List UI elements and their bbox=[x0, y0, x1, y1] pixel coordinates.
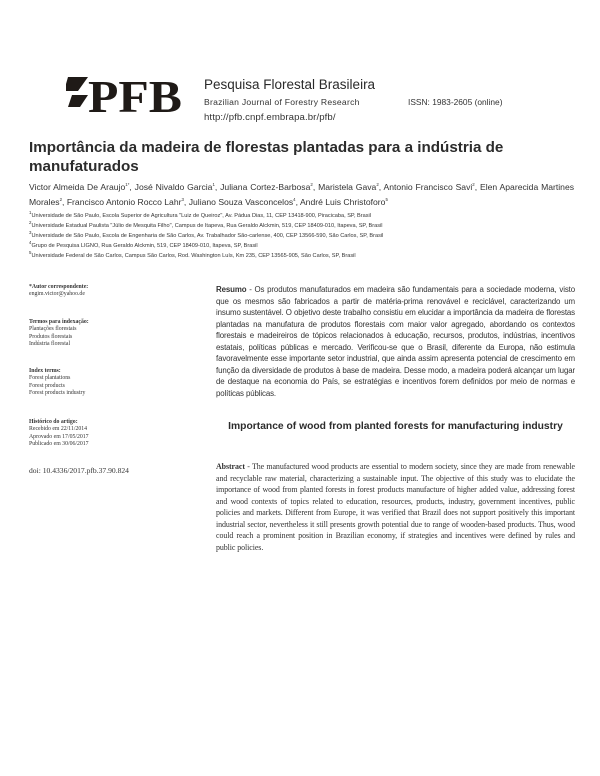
keywords-pt bbox=[29, 319, 199, 349]
affiliation-text: Universidade Federal de São Carlos, Campus São Carlos, Rod. Washington Luís, Km 235, CEP 13565-905, São Carlos, SP, Brasil bbox=[31, 253, 356, 260]
author-name: José Nivaldo Garcia bbox=[134, 182, 213, 192]
journal-url[interactable]: http://pfb.cnpf.embrapa.br/pfb/ bbox=[204, 112, 336, 123]
resumo-label: Resumo bbox=[216, 285, 247, 294]
affiliation-text: Universidade de São Paulo, Escola de Engenharia de São Carlos, Av. Trabalhador São-carlense, 400, CEP 13566-590, São Carlos, SP, Brasil bbox=[31, 233, 384, 240]
affiliation-list bbox=[29, 211, 574, 261]
corresponding-author-email[interactable]: engim.victor@yahoo.de bbox=[29, 291, 85, 298]
author-list: Victor Almeida De Araujo$^{1*}$, José Nivaldo Garcia$^1$, Juliana Cortez-Barbosa$^2$, Maristela Gava$^2$, Antonio Francisco Savi$^2$, Elen Aparecida Martines Morales$^2$, Francisco Antonio Rocco Lahr$^3$, Juliano Souza Vasconcelos$^4$, André Luis Christoforo$^5$ bbox=[29, 182, 575, 207]
corresponding-author-label: *Autor correspondente: bbox=[29, 284, 89, 290]
abstract-label: Abstract bbox=[216, 462, 245, 471]
author-affiliation-mark: 2 bbox=[376, 182, 379, 188]
keyword-item: Indústria florestal bbox=[29, 341, 71, 348]
affiliation-text: Universidade de São Paulo, Escola Superior de Agricultura "Luiz de Queiroz", Av. Pádua Dias, 11, CEP 13418-900, Piracicaba, SP, Brasil bbox=[31, 213, 372, 219]
affiliation-text: Grupo de Pesquisa LIGNO, Rua Geraldo Alckmin, 519, CEP 18409-010, Itapeva, SP, Brasil bbox=[31, 243, 258, 250]
keywords-pt-label: Termos para indexação: bbox=[29, 319, 89, 325]
article-history bbox=[29, 419, 199, 449]
resumo-text: Os produtos manufaturados em madeira são fundamentais para a sociedade moderna, visto que os mesmos são fabricados a partir de matéria-prima renovável e reciclável, caracterizando um insumo sustentável. O objetivo deste trabalho consistiu em elucidar a importância da madeira de florestas plantadas na manufatura de produtos florestais com maior valor agregado, abordando os contextos florestais e madeireiros de tópicos relacionados à educação, recursos, produtos, indústrias, incentivos estatais, políticas públicas e mercado. Verificou-se que o Brasil, diferente da Europa, não estimula favoravelmente esse importante setor industrial, que ainda assim apresenta potencial de crescimento em função da diversidade de produtos à base de madeira. Desse modo, a madeira poderá alcançar um lugar de destaque na economia do País, se estratégias e incentivos forem definidos por meio de normas e políticas públicas. bbox=[216, 285, 576, 398]
journal-logo bbox=[66, 73, 184, 117]
affiliation-text: Universidade Estadual Paulista "Júlio de Mesquita Filho", Campus de Itapeva, Rua Geraldo Alckmin, 519, CEP 18409-010, Itapeva, SP, Brasil bbox=[31, 223, 383, 230]
affiliation-number: 1 bbox=[29, 210, 32, 216]
author-name: Elen Aparecida Martines Morales bbox=[29, 182, 575, 207]
keyword-item: Forest products industry bbox=[29, 390, 86, 397]
author-affiliation-mark: 2 bbox=[472, 182, 475, 188]
resumo-paragraph: Resumo - Os produtos manufaturados em madeira são fundamentais para a sociedade moderna, visto que os mesmos são fabricados a partir de matéria-prima renovável e reciclável, caracterizando um insumo sustentável. O objetivo deste trabalho consistiu em elucidar a importância da madeira de florestas plantadas na manufatura de produtos florestais com maior valor agregado, abordando os contextos florestais e madeireiros de tópicos relacionados à educação, recursos, produtos, indústrias, incentivos estatais, políticas públicas e mercado. Verificou-se que o Brasil, diferente da Europa, não estimula favoravelmente esse importante setor industrial, que ainda assim apresenta potencial de crescimento em função da diversidade de produtos à base de madeira. Desse modo, a madeira poderá alcançar um lugar de destaque na economia do País, se estratégias e incentivos forem definidos por meio de normas e políticas públicas. bbox=[216, 285, 576, 398]
author-name: Juliana Cortez-Barbosa bbox=[220, 182, 311, 192]
issn: ISSN: 1983-2605 (online) bbox=[408, 97, 503, 107]
keyword-item: Forest products bbox=[29, 382, 65, 389]
english-title: Importance of wood from planted forests for manufacturing industry bbox=[228, 421, 563, 432]
affiliation-item bbox=[29, 221, 574, 231]
affiliation-number: 5 bbox=[29, 250, 32, 256]
author-affiliation-mark: 5 bbox=[385, 196, 388, 202]
logo-text: PFB bbox=[88, 73, 182, 117]
author-affiliation-mark: 2 bbox=[310, 182, 313, 188]
author-name: Victor Almeida De Araujo bbox=[29, 182, 126, 192]
abstract-text: The manufactured wood products are essential to modern society, since they are made from renewable and recyclable raw material, characterizing a sustainable input. The objective of this study was to elucidate the importance of wood from planted forests in forest products manufacture of higher added value, addressing forest and wood contexts of topics related to education, resources, products, industry, government incentives, public policies and markets. Different from Europe, it was verified that Brazil does not support positively this important industrial sector, nevertheless it still presents growth potential due to range of wooden-based products. Thus, wood could reach a prominent position in Brazilian economy, if strategies and incentives were defined by rules and public policies. bbox=[216, 462, 575, 552]
author-affiliation-mark: 3 bbox=[181, 196, 184, 202]
author-name: Juliano Souza Vasconcelos bbox=[188, 196, 294, 207]
journal-name: Pesquisa Florestal Brasileira bbox=[204, 77, 376, 92]
affiliation-number: 2 bbox=[29, 220, 32, 226]
affiliation-item bbox=[29, 211, 574, 221]
author-name: Francisco Antonio Rocco Lahr bbox=[66, 196, 182, 207]
keyword-item: Plantações florestais bbox=[29, 326, 77, 333]
history-item: Aprovado em 17/05/2017 bbox=[29, 433, 89, 440]
affiliation-number: 4 bbox=[29, 240, 32, 246]
corresponding-author bbox=[29, 284, 199, 299]
keyword-item: Forest plantations bbox=[29, 375, 71, 382]
article-title: Importância da madeira de florestas plantadas para a indústria de manufaturados bbox=[29, 139, 504, 175]
affiliation-item bbox=[29, 251, 574, 261]
affiliation-number: 3 bbox=[29, 230, 32, 236]
history-item: Publicado em 30/06/2017 bbox=[29, 441, 89, 448]
author-affiliation-mark: 2 bbox=[59, 196, 63, 202]
keyword-item: Produtos florestais bbox=[29, 333, 73, 340]
keywords-en-label: Index terms: bbox=[29, 368, 61, 374]
author-name: André Luis Christoforo bbox=[299, 196, 386, 207]
keywords-en bbox=[29, 368, 199, 398]
affiliation-item bbox=[29, 241, 574, 251]
author-affiliation-mark: 1* bbox=[125, 182, 130, 188]
author-name: Maristela Gava bbox=[318, 182, 377, 192]
author-affiliation-mark: 1 bbox=[212, 182, 215, 188]
author-affiliation-mark: 4 bbox=[293, 196, 296, 202]
article-history-label: Histórico do artigo: bbox=[29, 419, 78, 425]
affiliation-item bbox=[29, 231, 574, 241]
journal-name-english: Brazilian Journal of Forestry Research bbox=[204, 97, 360, 107]
author-name: Antonio Francisco Savi bbox=[383, 182, 473, 192]
history-item: Recebido em 22/11/2014 bbox=[29, 426, 88, 433]
doi[interactable]: doi: 10.4336/2017.pfb.37.90.824 bbox=[29, 466, 129, 475]
abstract-paragraph: Abstract - The manufactured wood products are essential to modern society, since they are made from renewable and recyclable raw material, characterizing a sustainable input. The objective of this study was to elucidate the importance of wood from planted forests in forest products manufacture of higher added value, addressing forest and wood contexts of topics related to education, resources, products, industry, government incentives, public policies and markets. Different from Europe, it was verified that Brazil does not support positively this important industrial sector, nevertheless it still presents growth potential due to range of wooden-based products. Thus, wood could reach a prominent position in Brazilian economy, if strategies and incentives were defined by rules and public policies. bbox=[216, 462, 575, 552]
